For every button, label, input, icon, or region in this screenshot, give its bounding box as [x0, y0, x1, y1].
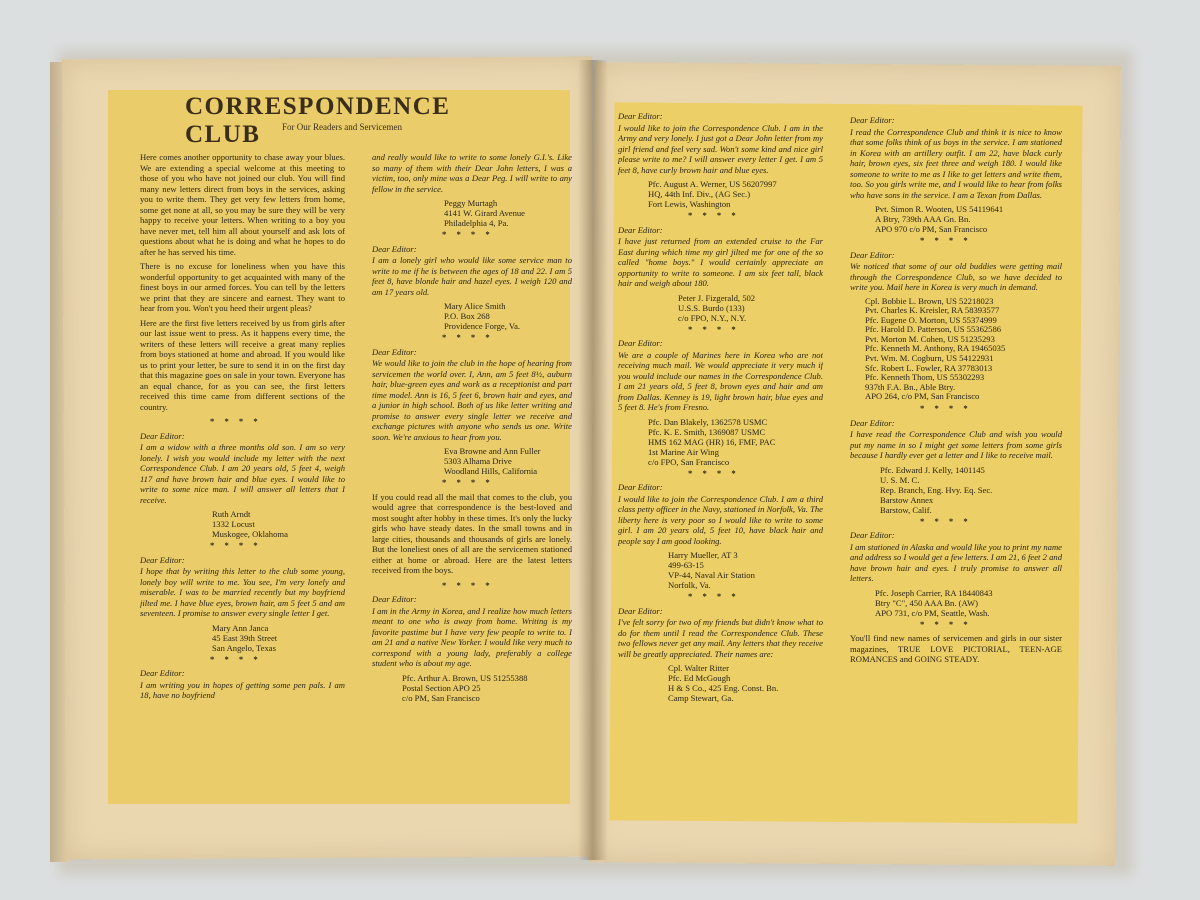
letter-signature: [372, 198, 572, 228]
signature-line: Pfc. Edward J. Kelly, 1401145: [880, 464, 985, 475]
salutation: Dear Editor:: [850, 417, 895, 428]
signature-line: San Angelo, Texas: [212, 642, 276, 653]
signature-line: A Btry, 739th AAA Gn. Bn.: [875, 214, 971, 224]
letter-text: I would like to join the Correspondence Club. I am a third class petty officer in the Navy, stationed in Norfolk, Va. The liberty here is very poor so I would like to write to some girl. I am 20 years old, 5 feet 10, have black hair and people say I am good looking.: [618, 493, 823, 546]
signature-line: Ruth Arndt: [212, 509, 251, 519]
letter-signature: [140, 509, 345, 539]
signature-line: Postal Section APO 25: [402, 682, 481, 693]
signature-line: U. S. M. C.: [880, 474, 920, 485]
letter-signature: [618, 417, 823, 467]
signature-line: APO 970 c/o PM, San Francisco: [875, 224, 988, 234]
salutation: Dear Editor:: [372, 594, 417, 604]
page-gutter: [578, 60, 608, 860]
salutation: Dear Editor:: [618, 338, 663, 348]
letter-text: I hope that by writing this letter to the club some young, lonely boy will write to me. You see, I'm very lonely and miserable. I was to be married recently but my boyfriend jilted me. I have blue eyes, brown hair, am 5 feet 5 and am seventeen. I promise to answer every single letter I get.: [140, 566, 345, 618]
signature-line: APO 731, c/o PM, Seattle, Wash.: [875, 607, 990, 618]
star-divider: * * * *: [210, 653, 262, 664]
salutation: Dear Editor:: [618, 224, 663, 235]
letter-signature: [372, 446, 572, 476]
signature-line: Barstow, Calif.: [880, 504, 932, 515]
letter-signature: [372, 301, 572, 331]
letter-text: I read the Correspondence Club and think it is nice to know that some folks think of us boys in the service. I am stationed in Korea with an artillery outfit. I am 22, have black curly hair, brown eyes, six feet three and weigh 180. I would like someone to write to me as I like to get letters and write them, too. So you girls write me, and I would like to hear from folks who have sons in the service. I am a Texan from Dallas.: [850, 126, 1062, 200]
signature-line: 1332 Locust: [212, 519, 255, 529]
signature-line: c/o FPO, San Francisco: [648, 456, 730, 467]
star-divider: * * * *: [920, 618, 972, 629]
column-2: [372, 152, 572, 802]
signature-line: Sfc. Robert L. Fowler, RA 37783013: [865, 362, 993, 373]
signature-line: Cpl. Walter Ritter: [668, 663, 729, 673]
signature-line: Pfc. Dan Blakely, 1362578 USMC: [648, 416, 768, 427]
signature-line: Pfc. Eugene O. Morton, US 55374999: [865, 314, 997, 325]
letter-text: I have just returned from an extended cruise to the Far East during which time my girl jilted me for one of the so called "home boys." I would certainly appreciate an opportunity to write to someone. I am six feet tall, black hair and weigh about 180.: [618, 236, 823, 288]
signature-line: Camp Stewart, Ga.: [668, 693, 734, 703]
star-divider: * * * *: [442, 229, 494, 239]
signature-line: 937th F.A. Bn., Able Btry.: [865, 381, 956, 392]
salutation: Dear Editor:: [618, 605, 663, 616]
signature-line: Peter J. Fizgerald, 502: [678, 292, 756, 303]
signature-line: Peggy Murtagh: [444, 198, 498, 208]
signature-line: H & S Co., 425 Eng. Const. Bn.: [668, 683, 779, 693]
signature-line: Pfc. K. E. Smith, 1369087 USMC: [648, 426, 766, 437]
signature-line: Philadelphia 4, Pa.: [444, 218, 509, 228]
signature-line: 4141 W. Girard Avenue: [444, 208, 525, 218]
signature-line: 45 East 39th Street: [212, 632, 278, 643]
intro-paragraph-1: Here comes another opportunity to chase away your blues. We are extending a special welcome at this meeting to those of you who have not joined our club. You will find many new letters direct from boys in the services, asking you to write them. They get very few letters from home, some get none at all, so you may be sure they will be very happy to receive your letters. When writing to a boy you have never met, tell him all about yourself and ask lots of questions about what he is doing and what he hopes to do after he has served his time.: [140, 152, 345, 257]
signature-line: Btry "C", 450 AAA Bn. (AW): [875, 597, 979, 608]
column-3: [618, 108, 823, 818]
signature-line: Norfolk, Va.: [668, 580, 711, 590]
salutation: Dear Editor:: [140, 668, 185, 678]
signature-line: 5303 Alhama Drive: [444, 456, 512, 466]
signature-line: Pvt. Morton M. Cohen, US 51235293: [865, 333, 995, 344]
salutation: Dear Editor:: [140, 554, 185, 565]
salutation: Dear Editor:: [850, 530, 895, 541]
letter-text: We would like to join the club in the hope of hearing from servicemen the world over. I, Ann, am 5 feet 8½, auburn hair, blue-green eyes and work as a receptionist and part time model. Ann is 16, 5 feet 6, brown hair and eyes, and a junior in high school. Both of us like letter writing and promise to answer every single letter we receive and exchange pictures with anyone who sends us one. Write soon. We're anxious to hear from you.: [372, 358, 572, 442]
signature-line: 1st Marine Air Wing: [648, 446, 719, 457]
page-subtitle: For Our Readers and Servicemen: [282, 122, 402, 132]
letter-text: I have read the Correspondence Club and wish you would put my name in so I might get some letters from some girls because I hardly ever get a letter and I like to receive mail.: [850, 429, 1062, 461]
signature-line: HMS 162 MAG (HR) 16, FMF, PAC: [648, 436, 776, 447]
salutation: Dear Editor:: [618, 482, 663, 492]
letter-text: I am writing you in hopes of getting some pen pals. I am 18, have no boyfriend: [140, 679, 345, 700]
star-divider: * * * *: [688, 591, 740, 601]
intro-paragraph-3: Here are the first five letters received by us from girls after our last issue went to press. As it happens every time, the writers of these letters will receive a great many replies from boys stationed at home and abroad. If you would like us to print your letter, be sure to send it in on the first day that this magazine goes on sale in your town. Everyone has an equal chance, for as you can see, the first letters received this time came from different sections of the country.: [140, 317, 345, 412]
letter-signature: [618, 663, 823, 703]
salutation: Dear Editor:: [850, 249, 895, 260]
star-divider: * * * *: [442, 579, 494, 590]
letter-signature: [850, 204, 1062, 234]
salutation: Dear Editor:: [372, 243, 417, 254]
signature-line: APO 264, c/o PM, San Francisco: [865, 391, 980, 402]
letter-signature: [850, 465, 1062, 515]
signature-line: Woodland Hills, California: [444, 466, 538, 476]
star-divider: * * * *: [920, 403, 972, 414]
letter-text: I am a lonely girl who would like some service man to write to me if he is between the ages of 18 and 22. I am 5 feet 8, have blonde hair and hazel eyes. I weigh 120 and am 17 years old.: [372, 255, 572, 297]
signature-line: Barstow Annex: [880, 494, 934, 505]
signature-line: Providence Forge, Va.: [444, 321, 521, 331]
signature-line: Pfc. Arthur A. Brown, US 51255388: [402, 672, 528, 683]
letter-signature: [618, 293, 823, 323]
signature-line: Mary Alice Smith: [444, 301, 506, 311]
letter-signature: [850, 297, 1062, 403]
letter-signature: [372, 673, 572, 703]
signature-line: Rep. Branch, Eng. Hvy. Eq. Sec.: [880, 484, 993, 495]
star-divider: * * * *: [442, 332, 494, 342]
signature-line: c/o FPO, N.Y., N.Y.: [678, 312, 747, 323]
signature-line: Pvt. Wm. M. Cogburn, US 54122931: [865, 353, 994, 364]
letter-signature: [618, 179, 823, 209]
signature-line: Pfc. Kenneth Thom, US 55302293: [865, 372, 985, 383]
signature-line: Pvt. Simon R. Wooten, US 54119641: [875, 204, 1004, 214]
signature-line: Eva Browne and Ann Fuller: [444, 446, 541, 456]
signature-line: Muskogee, Oklahoma: [212, 529, 288, 539]
boys-intro-paragraph: If you could read all the mail that comes to the club, you would agree that correspondence is the best-loved and most sought after hobby in these times. It's only the lucky girls who have steady dates. In the small towns and in large cities, thousands and thousands of girls are lonely. But the loneliest ones of all are the servicemen stationed either at home or abroad. Here are the latest letters received from the boys.: [372, 491, 572, 575]
letter-text: I would like to join the Correspondence Club. I am in the Army and very lonely. I just got a Dear John letter from my girl friend and feel very sad. Won't some kind and nice girl please write to me? I will answer every letter I get. I am 5 feet 8, have curly brown hair and blue eyes.: [618, 122, 823, 175]
signature-line: Mary Ann Janca: [212, 622, 269, 633]
signature-line: Pfc. Joseph Carrier, RA 18440843: [875, 587, 993, 598]
letter-text: We are a couple of Marines here in Korea who are not receiving much mail. We would appreciate it very much if you would include our names in the Correspondence Club. I am 21 years old, 5 feet 8, brown eyes and hair and am from Dallas. Kenney is 19, light brown hair, blue eyes and 5 feet 8. He's from Fresno.: [618, 349, 823, 412]
column-4: [850, 112, 1062, 812]
salutation: Dear Editor:: [850, 115, 895, 125]
salutation: Dear Editor:: [618, 111, 663, 121]
page-title: CORRESPONDENCE CLUB: [185, 93, 451, 148]
star-divider: * * * *: [688, 467, 740, 478]
star-divider: * * * *: [920, 515, 972, 526]
letter-signature: [850, 588, 1062, 618]
signature-line: Pfc. August A. Werner, US 56207997: [648, 179, 777, 189]
star-divider: * * * *: [688, 210, 740, 220]
star-divider: * * * *: [210, 416, 262, 426]
signature-line: Pfc. Harold D. Patterson, US 55362586: [865, 324, 1002, 335]
letter-signature: [140, 623, 345, 653]
salutation: Dear Editor:: [372, 346, 417, 357]
letter-text: and really would like to write to some lonely G.I.'s. Like so many of them with their Dear John letters, I was a victim, too, only mine was a Dear Peg. I will write to any fellow in the service.: [372, 152, 572, 194]
intro-paragraph-2: There is no excuse for loneliness when you have this wonderful opportunity to get acquainted with many of the finest boys in our armed forces. You can tell by the letters we print that they are sincere and earnest. They want to hear from you. Won't you heed their urgent pleas?: [140, 261, 345, 313]
signature-line: Harry Mueller, AT 3: [668, 550, 738, 560]
signature-line: Cpl. Bobbie L. Brown, US 52218023: [865, 295, 994, 306]
star-divider: * * * *: [442, 477, 494, 487]
star-divider: * * * *: [210, 540, 262, 550]
signature-line: VP-44, Naval Air Station: [668, 570, 755, 580]
signature-line: HQ, 44th Inf. Div., (AG Sec.): [648, 189, 751, 199]
signature-line: P.O. Box 268: [444, 311, 490, 321]
signature-line: c/o PM, San Francisco: [402, 692, 480, 703]
signature-line: Fort Lewis, Washington: [648, 199, 731, 209]
signature-line: Pvt. Charles K. Kreisler, RA 58393577: [865, 305, 1000, 316]
letter-text: I've felt sorry for two of my friends but didn't know what to do for them until I read the Correspondence Club. These two fellows never get any mail. Any letters that they receive will be greatly appreciated. Their names are:: [618, 617, 823, 659]
letter-text: I am a widow with a three months old son. I am so very lonely. I wish you would include my letter with the next Correspondence Club. I am 20 years old, 5 feet 4, weigh 117 and have brown hair and blue eyes. I would like to write to some nice man. I will answer all letters that I receive.: [140, 442, 345, 505]
salutation: Dear Editor:: [140, 430, 185, 441]
signature-line: U.S.S. Burdo (133): [678, 302, 745, 313]
letter-signature: [618, 550, 823, 590]
letter-text: We noticed that some of our old buddies were getting mail through the Correspondence Club, so we have decided to write you. Mail here in Korea is very much in demand.: [850, 261, 1062, 292]
letter-text: I am in the Army in Korea, and I realize how much letters meant to one who is away from home. Writing is my favorite pastime but I have very few people to write to. I am 21 and a native New Yorker. I would like very much to correspond with a young lady, preferably a college student who is about my age.: [372, 605, 572, 668]
signature-line: Pfc. Ed McGough: [668, 673, 731, 683]
star-divider: * * * *: [688, 323, 740, 334]
star-divider: * * * *: [920, 235, 972, 245]
column-1: [140, 152, 345, 802]
letter-text: I am stationed in Alaska and would like you to print my name and address so I would get a few letters. I am 21, 6 feet 2 and have brown hair and eyes. I truly promise to answer all letters.: [850, 541, 1062, 584]
signature-line: Pfc. Kenneth M. Anthony, RA 19465035: [865, 343, 1006, 354]
closing-note: You'll find new names of servicemen and girls in our sister magazines, TRUE LOVE PICTORIAL, TEEN-AGE ROMANCES and GOING STEADY.: [850, 633, 1062, 665]
signature-line: 499-63-15: [668, 560, 704, 570]
